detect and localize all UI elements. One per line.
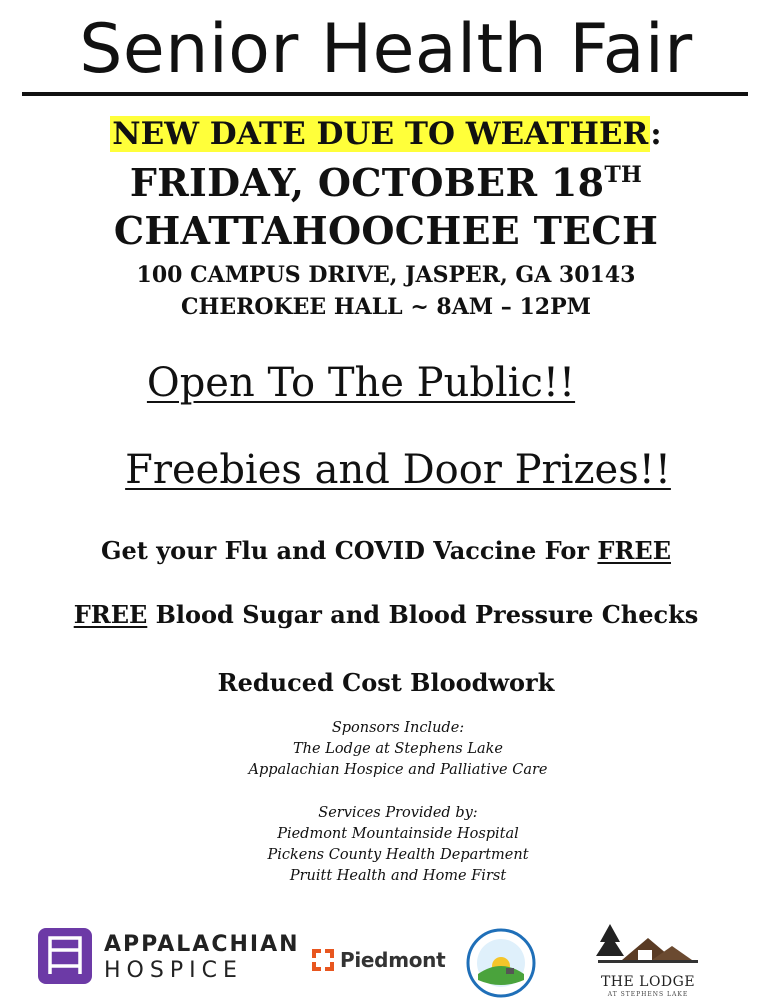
lodge-wordmark-line1: THE LODGE xyxy=(600,974,696,990)
event-date xyxy=(0,160,772,205)
county-health-seal-icon xyxy=(466,928,536,998)
title-underline-rule xyxy=(22,92,748,96)
vaccine-line xyxy=(0,536,772,565)
new-date-colon: : xyxy=(650,116,662,152)
bloodwork-line: Reduced Cost Bloodwork xyxy=(217,668,555,697)
checks-free: FREE xyxy=(73,600,148,629)
piedmont-mark-icon xyxy=(312,949,334,971)
freebies-heading: Freebies and Door Prizes!! xyxy=(125,447,671,493)
vaccine-text: Get your Flu and COVID Vaccine For xyxy=(100,536,598,565)
vaccine-free: FREE xyxy=(597,536,671,565)
flyer-title: Senior Health Fair xyxy=(79,10,693,89)
piedmont-logo xyxy=(312,948,445,972)
checks-text: Blood Sugar and Blood Pressure Checks xyxy=(147,600,699,629)
service-item: Piedmont Mountainside Hospital xyxy=(277,826,519,842)
lodge-wordmark-line2: AT STEPHENS LAKE xyxy=(607,991,689,998)
sponsors-block xyxy=(12,718,772,781)
service-item: Pruitt Health and Home First xyxy=(289,868,507,884)
services-heading: Services Provided by: xyxy=(318,805,478,821)
event-date-text: FRIDAY, OCTOBER 18 xyxy=(129,160,605,205)
event-hall-time: CHEROKEE HALL ~ 8AM – 12PM xyxy=(181,294,591,320)
piedmont-wordmark: Piedmont xyxy=(340,948,446,972)
appalachian-hospice-logo-icon xyxy=(38,928,92,984)
event-address: 100 CAMPUS DRIVE, JASPER, GA 30143 xyxy=(136,262,636,288)
sponsors-heading: Sponsors Include: xyxy=(331,720,465,736)
the-lodge-logo xyxy=(588,920,708,1000)
appalachian-hospice-wordmark xyxy=(104,932,300,984)
event-venue: CHATTAHOOCHEE TECH xyxy=(113,208,659,253)
new-date-notice xyxy=(0,116,772,152)
sponsor-item: The Lodge at Stephens Lake xyxy=(293,741,503,757)
appalachian-wordmark-line1: APPALACHIAN xyxy=(104,932,300,957)
services-block xyxy=(12,803,772,887)
open-to-public-heading: Open To The Public!! xyxy=(146,360,576,406)
sponsor-item: Appalachian Hospice and Palliative Care xyxy=(248,762,548,778)
appalachian-wordmark-line2: HOSPICE xyxy=(104,958,243,983)
event-date-suffix: TH xyxy=(604,162,643,188)
checks-line xyxy=(0,600,772,629)
service-item: Pickens County Health Department xyxy=(267,847,529,863)
new-date-highlight: NEW DATE DUE TO WEATHER xyxy=(112,116,649,152)
